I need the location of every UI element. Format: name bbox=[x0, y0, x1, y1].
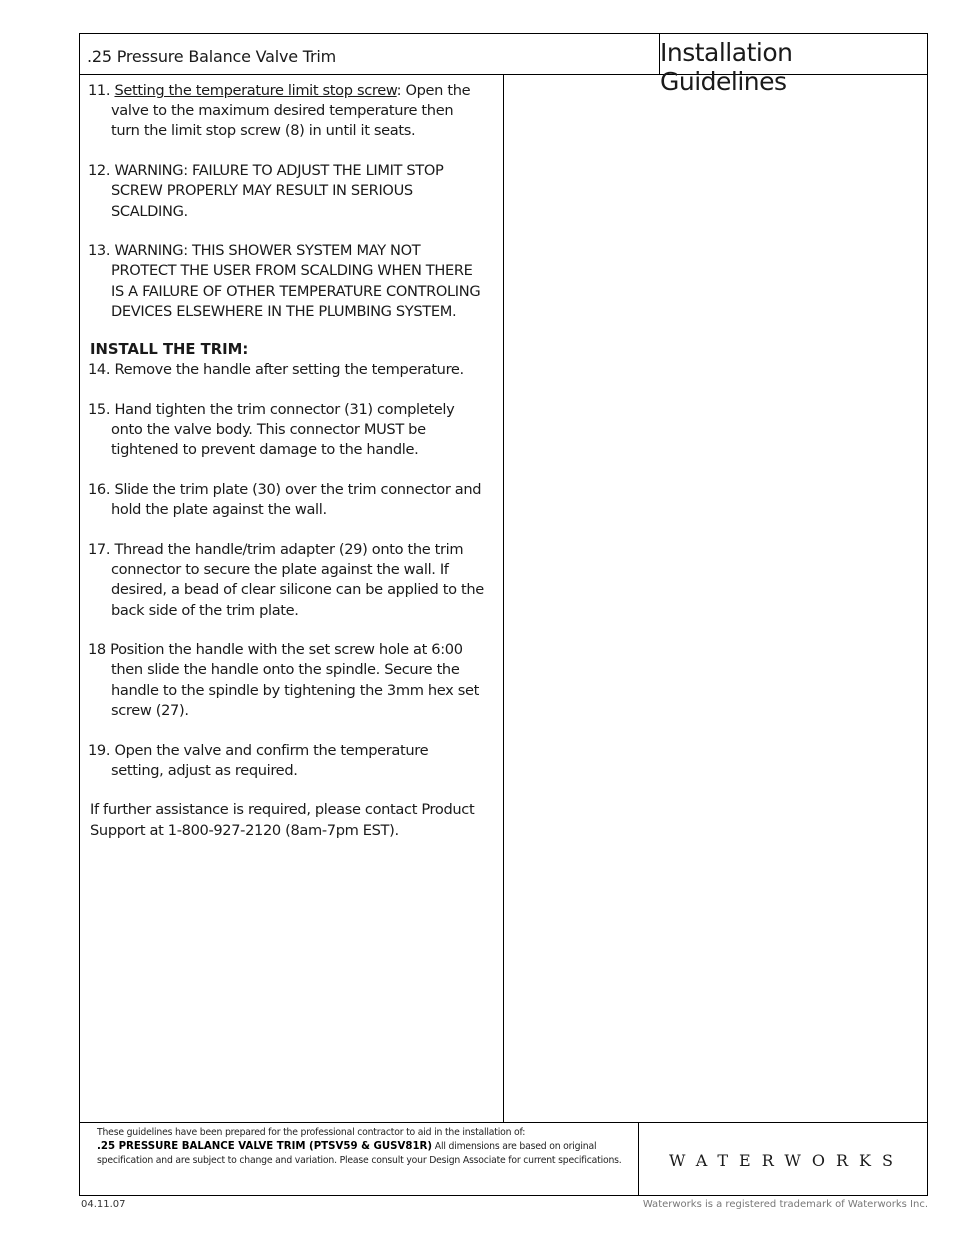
footer-disclaimer: All dimensions are based on original specification and are subject to change and variation. Please consult your Design Associate for current specifications. bbox=[97, 1141, 622, 1167]
footer-intro: These guidelines have been prepared for the professional contractor to aid in the installation of: bbox=[97, 1127, 526, 1138]
step-11-title: Setting the temperature limit stop screw bbox=[114, 82, 397, 99]
header-title-cell bbox=[80, 34, 660, 75]
support-contact: If further assistance is required, please contact Product Support at 1-800-927-2120 (8am-7pm EST). bbox=[90, 801, 475, 839]
step-19: 19. Open the valve and confirm the temperature setting, adjust as required. bbox=[88, 741, 429, 779]
header-doctype-cell bbox=[660, 34, 927, 96]
column-divider bbox=[503, 75, 504, 1123]
step-15: 15. Hand tighten the trim connector (31) completely onto the valve body. This connector MUST be tightened to prevent damage to the handle. bbox=[88, 400, 455, 459]
doc-type-title: Installation Guidelines bbox=[660, 38, 793, 96]
footer-notice bbox=[97, 1126, 627, 1169]
footer-product-name: .25 PRESSURE BALANCE VALVE TRIM (PTSV59 & GUSV81R) bbox=[97, 1141, 433, 1153]
trademark-notice: Waterworks is a registered trademark of Waterworks Inc. bbox=[642, 1199, 928, 1210]
product-title: .25 Pressure Balance Valve Trim bbox=[87, 47, 337, 66]
instructions-column bbox=[88, 81, 484, 841]
step-12-warning: 12. WARNING: FAILURE TO ADJUST THE LIMIT STOP SCREW PROPERLY MAY RESULT IN SERIOUS SCALDING. bbox=[88, 162, 444, 220]
waterworks-logo: WATERWORKS bbox=[669, 1151, 904, 1170]
document-date: 04.11.07 bbox=[81, 1199, 126, 1210]
footer-product-line bbox=[97, 1140, 627, 1168]
footer-rule bbox=[80, 1122, 927, 1123]
step-16: 16. Slide the trim plate (30) over the trim connector and hold the plate against the wall. bbox=[88, 481, 482, 519]
step-11-body: : Open the valve to the maximum desired temperature then turn the limit stop screw (8) in until it seats. bbox=[111, 82, 471, 140]
step-13-warning: 13. WARNING: THIS SHOWER SYSTEM MAY NOT PROTECT THE USER FROM SCALDING WHEN THERE IS A FAILURE OF OTHER TEMPERATURE CONTROLING DEVICES ELSEWHERE IN THE PLUMBING SYSTEM. bbox=[88, 242, 481, 320]
install-trim-heading: INSTALL THE TRIM: bbox=[90, 341, 249, 359]
step-18: 18 Position the handle with the set screw hole at 6:00 then slide the handle onto the spindle. Secure the handle to the spindle by tightening the 3mm hex set screw (27). bbox=[88, 641, 479, 719]
step-11 bbox=[88, 81, 484, 142]
step-14: 14. Remove the handle after setting the temperature. bbox=[88, 361, 464, 379]
document-frame bbox=[79, 33, 928, 1196]
step-17: 17. Thread the handle/trim adapter (29) onto the trim connector to secure the plate against the wall. If desired, a bead of clear silicone can be applied to the back side of the trim plate. bbox=[88, 540, 484, 619]
step-11-number: 11. bbox=[88, 82, 115, 99]
